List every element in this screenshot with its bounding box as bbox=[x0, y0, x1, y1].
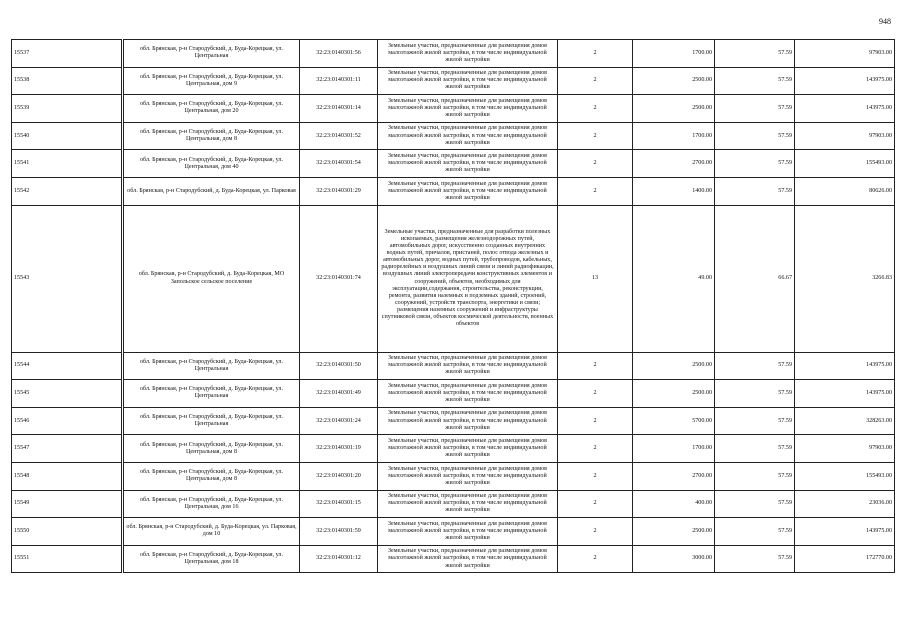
row-id-cell: 15541 bbox=[12, 150, 122, 178]
address-cell: обл. Брянская, р-н Стародубский, д. Буда-Корецкая, ул. Центральная, дом 8 bbox=[124, 122, 300, 150]
category-code-cell: 2 bbox=[558, 40, 633, 68]
land-registry-table bbox=[11, 39, 895, 573]
area-cell: 49.00 bbox=[633, 205, 715, 352]
area-cell: 5700.00 bbox=[633, 407, 715, 435]
land-use-cell: Земельные участки, предназначенные для размещения домов малоэтажной жилой застройки, в том числе индивидуальной жилой застройки bbox=[378, 122, 558, 150]
address-cell: обл. Брянская, р-н Стародубский, д. Буда-Корецкая, ул. Центральная, дом 18 bbox=[124, 545, 300, 573]
area-cell: 2500.00 bbox=[633, 380, 715, 408]
category-code-cell: 2 bbox=[558, 380, 633, 408]
address-cell: обл. Брянская, р-н Стародубский, д. Буда-Корецкая, ул. Центральная, дом 16 bbox=[124, 490, 300, 518]
rate-cell: 57.59 bbox=[715, 352, 795, 380]
category-code-cell: 2 bbox=[558, 122, 633, 150]
row-id-cell: 15546 bbox=[12, 407, 122, 435]
area-cell: 1700.00 bbox=[633, 435, 715, 463]
address-cell: обл. Брянская, р-н Стародубский, д. Буда-Корецкая, ул. Центральная, дом 20 bbox=[124, 95, 300, 123]
cadastral-number-cell: 32:23:0140301:74 bbox=[300, 205, 378, 352]
rate-cell: 57.59 bbox=[715, 380, 795, 408]
table-row bbox=[12, 122, 895, 150]
table-body bbox=[12, 40, 895, 573]
category-code-cell: 2 bbox=[558, 352, 633, 380]
cadastral-value-cell: 155493.00 bbox=[795, 150, 895, 178]
table-row bbox=[12, 407, 895, 435]
category-code-cell: 2 bbox=[558, 462, 633, 490]
land-use-cell: Земельные участки, предназначенные для размещения домов малоэтажной жилой застройки, в том числе индивидуальной жилой застройки bbox=[378, 435, 558, 463]
table-row bbox=[12, 490, 895, 518]
cadastral-value-cell: 97903.00 bbox=[795, 40, 895, 68]
rate-cell: 57.59 bbox=[715, 95, 795, 123]
land-use-cell: Земельные участки, предназначенные для размещения домов малоэтажной жилой застройки, в том числе индивидуальной жилой застройки bbox=[378, 380, 558, 408]
table-row bbox=[12, 518, 895, 546]
category-code-cell: 2 bbox=[558, 407, 633, 435]
table-row bbox=[12, 380, 895, 408]
cadastral-value-cell: 155493.00 bbox=[795, 462, 895, 490]
cadastral-value-cell: 97903.00 bbox=[795, 122, 895, 150]
row-id-cell: 15548 bbox=[12, 462, 122, 490]
category-code-cell: 2 bbox=[558, 518, 633, 546]
rate-cell: 57.59 bbox=[715, 545, 795, 573]
cadastral-value-cell: 143975.00 bbox=[795, 380, 895, 408]
land-use-cell: Земельные участки, предназначенные для размещения домов малоэтажной жилой застройки, в том числе индивидуальной жилой застройки bbox=[378, 352, 558, 380]
rate-cell: 57.59 bbox=[715, 407, 795, 435]
row-id-cell: 15537 bbox=[12, 40, 122, 68]
rate-cell: 57.59 bbox=[715, 490, 795, 518]
row-id-cell: 15551 bbox=[12, 545, 122, 573]
address-cell: обл. Брянская, р-н Стародубский, д. Буда-Корецкая, ул. Центральная bbox=[124, 40, 300, 68]
row-id-cell: 15547 bbox=[12, 435, 122, 463]
rate-cell: 57.59 bbox=[715, 435, 795, 463]
area-cell: 2700.00 bbox=[633, 150, 715, 178]
cadastral-value-cell: 172770.00 bbox=[795, 545, 895, 573]
address-cell: обл. Брянская, р-н Стародубский, д. Буда-Корецкая, ул. Центральная, дом 8 bbox=[124, 462, 300, 490]
cadastral-number-cell: 32:23:0140301:54 bbox=[300, 150, 378, 178]
table-row bbox=[12, 352, 895, 380]
rate-cell: 57.59 bbox=[715, 518, 795, 546]
cadastral-number-cell: 32:23:0140301:11 bbox=[300, 67, 378, 95]
address-cell: обл. Брянская, р-н Стародубский, д. Буда-Корецкая, ул. Центральная, дом 40 bbox=[124, 150, 300, 178]
category-code-cell: 2 bbox=[558, 545, 633, 573]
rate-cell: 57.59 bbox=[715, 462, 795, 490]
address-cell: обл. Брянская, р-н Стародубский, д. Буда-Корецкая, ул. Центральная, дом 8 bbox=[124, 435, 300, 463]
category-code-cell: 2 bbox=[558, 67, 633, 95]
page-number: 948 bbox=[879, 17, 891, 26]
cadastral-value-cell: 97903.00 bbox=[795, 435, 895, 463]
cadastral-value-cell: 3266.83 bbox=[795, 205, 895, 352]
row-id-cell: 15538 bbox=[12, 67, 122, 95]
cadastral-value-cell: 80626.00 bbox=[795, 177, 895, 205]
cadastral-value-cell: 143975.00 bbox=[795, 352, 895, 380]
table-row bbox=[12, 462, 895, 490]
address-cell: обл. Брянская, р-н Стародубский, д. Буда-Корецкая, ул. Центральная bbox=[124, 380, 300, 408]
address-cell: обл. Брянская, р-н Стародубский, д. Буда-Корецкая, ул. Центральная bbox=[124, 407, 300, 435]
cadastral-value-cell: 23036.00 bbox=[795, 490, 895, 518]
category-code-cell: 2 bbox=[558, 95, 633, 123]
address-cell: обл. Брянская, р-н Стародубский, д. Буда-Корецкая, ул. Парковая, дом 10 bbox=[124, 518, 300, 546]
category-code-cell: 2 bbox=[558, 150, 633, 178]
table-row bbox=[12, 95, 895, 123]
row-id-cell: 15540 bbox=[12, 122, 122, 150]
cadastral-number-cell: 32:23:0140301:24 bbox=[300, 407, 378, 435]
cadastral-number-cell: 32:23:0140301:19 bbox=[300, 435, 378, 463]
rate-cell: 57.59 bbox=[715, 122, 795, 150]
category-code-cell: 2 bbox=[558, 490, 633, 518]
land-use-cell: Земельные участки, предназначенные для размещения домов малоэтажной жилой застройки, в том числе индивидуальной жилой застройки bbox=[378, 177, 558, 205]
cadastral-number-cell: 32:23:0140301:52 bbox=[300, 122, 378, 150]
land-use-cell: Земельные участки, предназначенные для размещения домов малоэтажной жилой застройки, в том числе индивидуальной жилой застройки bbox=[378, 150, 558, 178]
row-id-cell: 15543 bbox=[12, 205, 122, 352]
area-cell: 2500.00 bbox=[633, 95, 715, 123]
area-cell: 2700.00 bbox=[633, 462, 715, 490]
area-cell: 3000.00 bbox=[633, 545, 715, 573]
rate-cell: 66.67 bbox=[715, 205, 795, 352]
cadastral-number-cell: 32:23:0140301:49 bbox=[300, 380, 378, 408]
cadastral-value-cell: 143975.00 bbox=[795, 95, 895, 123]
land-use-cell: Земельные участки, предназначенные для размещения домов малоэтажной жилой застройки, в том числе индивидуальной жилой застройки bbox=[378, 407, 558, 435]
area-cell: 2500.00 bbox=[633, 352, 715, 380]
land-use-cell: Земельные участки, предназначенные для размещения домов малоэтажной жилой застройки, в том числе индивидуальной жилой застройки bbox=[378, 518, 558, 546]
row-id-cell: 15539 bbox=[12, 95, 122, 123]
cadastral-number-cell: 32:23:0140301:50 bbox=[300, 352, 378, 380]
area-cell: 1700.00 bbox=[633, 122, 715, 150]
land-use-cell: Земельные участки, предназначенные для размещения домов малоэтажной жилой застройки, в том числе индивидуальной жилой застройки bbox=[378, 67, 558, 95]
category-code-cell: 2 bbox=[558, 435, 633, 463]
table-row bbox=[12, 67, 895, 95]
land-use-cell: Земельные участки, предназначенные для размещения домов малоэтажной жилой застройки, в том числе индивидуальной жилой застройки bbox=[378, 462, 558, 490]
rate-cell: 57.59 bbox=[715, 40, 795, 68]
address-cell: обл. Брянская, р-н Стародубский, д. Буда-Корецкая, МО Запольское сельское поселение bbox=[124, 205, 300, 352]
land-use-cell: Земельные участки, предназначенные для разработки полезных ископаемых, размещения железнодорожных путей, автомобильных дорог, искусственно созданных внутренних водных путей, причалов, пристаней, полос отвода железных и автомобильных дорог, водных путей, трубопроводов, кабельных, радиорелейных и воздушных линий связи и линий радиофикации, воздушных линий электропередачи конструктивных элементов и сооружений, объектов, необходимых для эксплуатации,содержания, строительства, реконструкции, ремонта, развития наземных и подземных зданий, строений, сооружений, устройств транспорта, энергетики и связи; размещения наземных сооружений и инфраструктуры спутниковой связи, объектов космической деятельности, военных объектов bbox=[378, 205, 558, 352]
table-row bbox=[12, 435, 895, 463]
area-cell: 2500.00 bbox=[633, 67, 715, 95]
land-use-cell: Земельные участки, предназначенные для размещения домов малоэтажной жилой застройки, в том числе индивидуальной жилой застройки bbox=[378, 490, 558, 518]
row-id-cell: 15542 bbox=[12, 177, 122, 205]
table-row bbox=[12, 177, 895, 205]
cadastral-number-cell: 32:23:0140301:20 bbox=[300, 462, 378, 490]
category-code-cell: 2 bbox=[558, 177, 633, 205]
table-row bbox=[12, 150, 895, 178]
table-row bbox=[12, 40, 895, 68]
cadastral-value-cell: 328263.00 bbox=[795, 407, 895, 435]
table-row bbox=[12, 205, 895, 352]
rate-cell: 57.59 bbox=[715, 67, 795, 95]
row-id-cell: 15545 bbox=[12, 380, 122, 408]
rate-cell: 57.59 bbox=[715, 150, 795, 178]
row-id-cell: 15550 bbox=[12, 518, 122, 546]
area-cell: 400.00 bbox=[633, 490, 715, 518]
address-cell: обл. Брянская, р-н Стародубский, д. Буда-Корецкая, ул. Парковая bbox=[124, 177, 300, 205]
cadastral-number-cell: 32:23:0140301:29 bbox=[300, 177, 378, 205]
cadastral-value-cell: 143975.00 bbox=[795, 67, 895, 95]
row-id-cell: 15544 bbox=[12, 352, 122, 380]
row-id-cell: 15549 bbox=[12, 490, 122, 518]
area-cell: 1400.00 bbox=[633, 177, 715, 205]
cadastral-number-cell: 32:23:0140301:15 bbox=[300, 490, 378, 518]
address-cell: обл. Брянская, р-н Стародубский, д. Буда-Корецкая, ул. Центральная bbox=[124, 352, 300, 380]
cadastral-value-cell: 143975.00 bbox=[795, 518, 895, 546]
land-use-cell: Земельные участки, предназначенные для размещения домов малоэтажной жилой застройки, в том числе индивидуальной жилой застройки bbox=[378, 95, 558, 123]
area-cell: 2500.00 bbox=[633, 518, 715, 546]
address-cell: обл. Брянская, р-н Стародубский, д. Буда-Корецкая, ул. Центральная, дом 9 bbox=[124, 67, 300, 95]
table-row bbox=[12, 545, 895, 573]
land-use-cell: Земельные участки, предназначенные для размещения домов малоэтажной жилой застройки, в том числе индивидуальной жилой застройки bbox=[378, 40, 558, 68]
cadastral-number-cell: 32:23:0140301:56 bbox=[300, 40, 378, 68]
cadastral-number-cell: 32:23:0140301:12 bbox=[300, 545, 378, 573]
area-cell: 1700.00 bbox=[633, 40, 715, 68]
cadastral-number-cell: 32:23:0140301:59 bbox=[300, 518, 378, 546]
land-use-cell: Земельные участки, предназначенные для размещения домов малоэтажной жилой застройки, в том числе индивидуальной жилой застройки bbox=[378, 545, 558, 573]
cadastral-number-cell: 32:23:0140301:14 bbox=[300, 95, 378, 123]
rate-cell: 57.59 bbox=[715, 177, 795, 205]
category-code-cell: 13 bbox=[558, 205, 633, 352]
